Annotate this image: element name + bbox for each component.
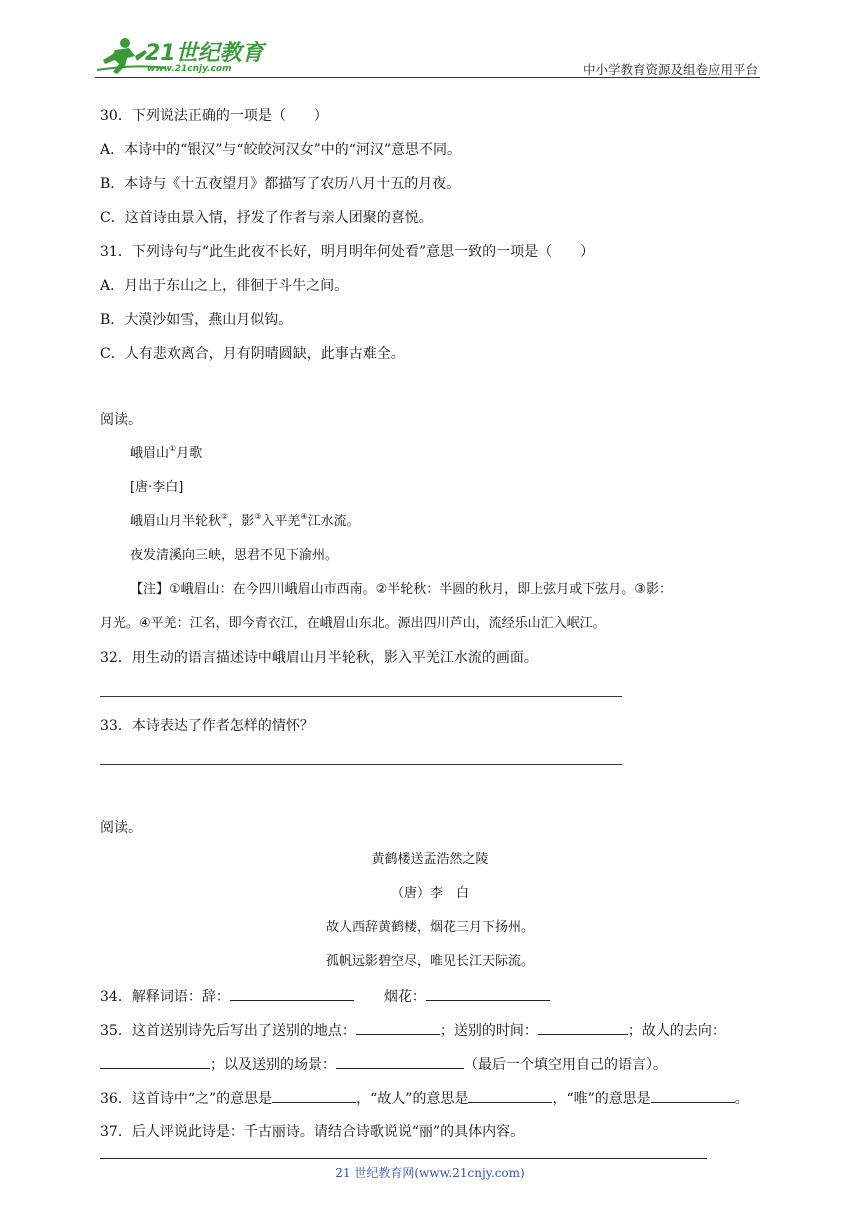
poem1-line1: 峨眉山月半轮秋②，影③入平羌④江水流。 [130,512,360,529]
footer-divider [100,1158,707,1159]
q34-blank-yanhua[interactable] [426,986,550,1001]
q34-line: 34．解释词语：辞： 烟花： [100,986,550,1007]
poem1-note-line1: 【注】①峨眉山：在今四川峨眉山市西南。②半轮秋：半圆的秋月，即上弦月或下弦月。③影： [130,582,672,597]
q30-option-a: A．本诗中的“银汉”与“皎皎河汉女”中的“河汉”意思不同。 [100,142,462,158]
q35-line1: 35．这首送别诗先后写出了送别的地点： ；送别的时间： ；故人的去向： [100,1020,726,1041]
q31-option-a: A．月出于东山之上，徘徊于斗牛之间。 [100,278,349,294]
header-platform-text: 中小学教育资源及组卷应用平台 [582,62,758,77]
logo-url: www.21cnjy.com [147,64,232,74]
q30-option-b: B．本诗与《十五夜望月》都描写了农历八月十五的月夜。 [100,176,461,192]
poem1-author: [唐·李白] [130,480,184,495]
q32-answer-line[interactable] [100,696,622,697]
q36-blank-zhi[interactable] [272,1088,356,1103]
footer-link[interactable]: 21 世纪教育网(www.21cnjy.com) [335,1166,525,1180]
q35-blank-time[interactable] [538,1020,628,1035]
header-divider [95,77,760,78]
q36-line: 36．这首诗中“之”的意思是 ，“故人”的意思是 ，“唯”的意思是 。 [100,1088,749,1109]
poem1-line2: 夜发清溪向三峡，思君不见下渝州。 [130,548,339,563]
q30-option-c: C．这首诗由景入情，抒发了作者与亲人团聚的喜悦。 [100,210,433,226]
page-header [95,30,760,78]
q35-line2: ；以及送别的场景： （最后一个填空用自己的语言）。 [100,1054,667,1075]
poem2-author: （唐）李 白 [390,886,469,901]
logo-text: 21世纪教育 [145,41,264,66]
q31-stem: 31．下列诗句与“此生此夜不长好，明月明年何处看”意思一致的一项是（ ） [100,244,595,260]
q35-blank-scene[interactable] [336,1054,464,1069]
poem1-note-line2: 月光。④平羌：江名，即今青衣江，在峨眉山东北。源出四川芦山，流经乐山汇入岷江。 [100,616,606,631]
q30-stem: 30．下列说法正确的一项是（ ） [100,108,328,124]
q32-stem: 32．用生动的语言描述诗中峨眉山月半轮秋，影入平羌江水流的画面。 [100,650,538,666]
site-logo[interactable] [95,34,265,78]
poem2-line1: 故人西辞黄鹤楼，烟花三月下扬州。 [325,920,534,935]
reading1-label: 阅读。 [100,412,142,428]
poem1-title: 峨眉山①月歌 [130,444,203,461]
q35-blank-place[interactable] [356,1020,440,1035]
poem2-line2: 孤帆远影碧空尽，唯见长江天际流。 [325,954,534,969]
q36-blank-guren[interactable] [468,1088,552,1103]
q31-option-c: C．人有悲欢离合，月有阴晴圆缺，此事古难全。 [100,346,405,362]
q36-blank-wei[interactable] [651,1088,735,1103]
q35-blank-destination[interactable] [100,1054,210,1069]
reading2-label: 阅读。 [100,820,142,836]
q37-stem: 37．后人评说此诗是：千古丽诗。请结合诗歌说说“丽”的具体内容。 [100,1124,525,1140]
poem2-title: 黄鹤楼送孟浩然之陵 [371,852,489,867]
q31-option-b: B．大漠沙如雪，燕山月似钩。 [100,312,293,328]
q33-stem: 33．本诗表达了作者怎样的情怀？ [100,718,314,734]
q33-answer-line[interactable] [100,764,622,765]
q34-blank-ci[interactable] [230,986,354,1001]
